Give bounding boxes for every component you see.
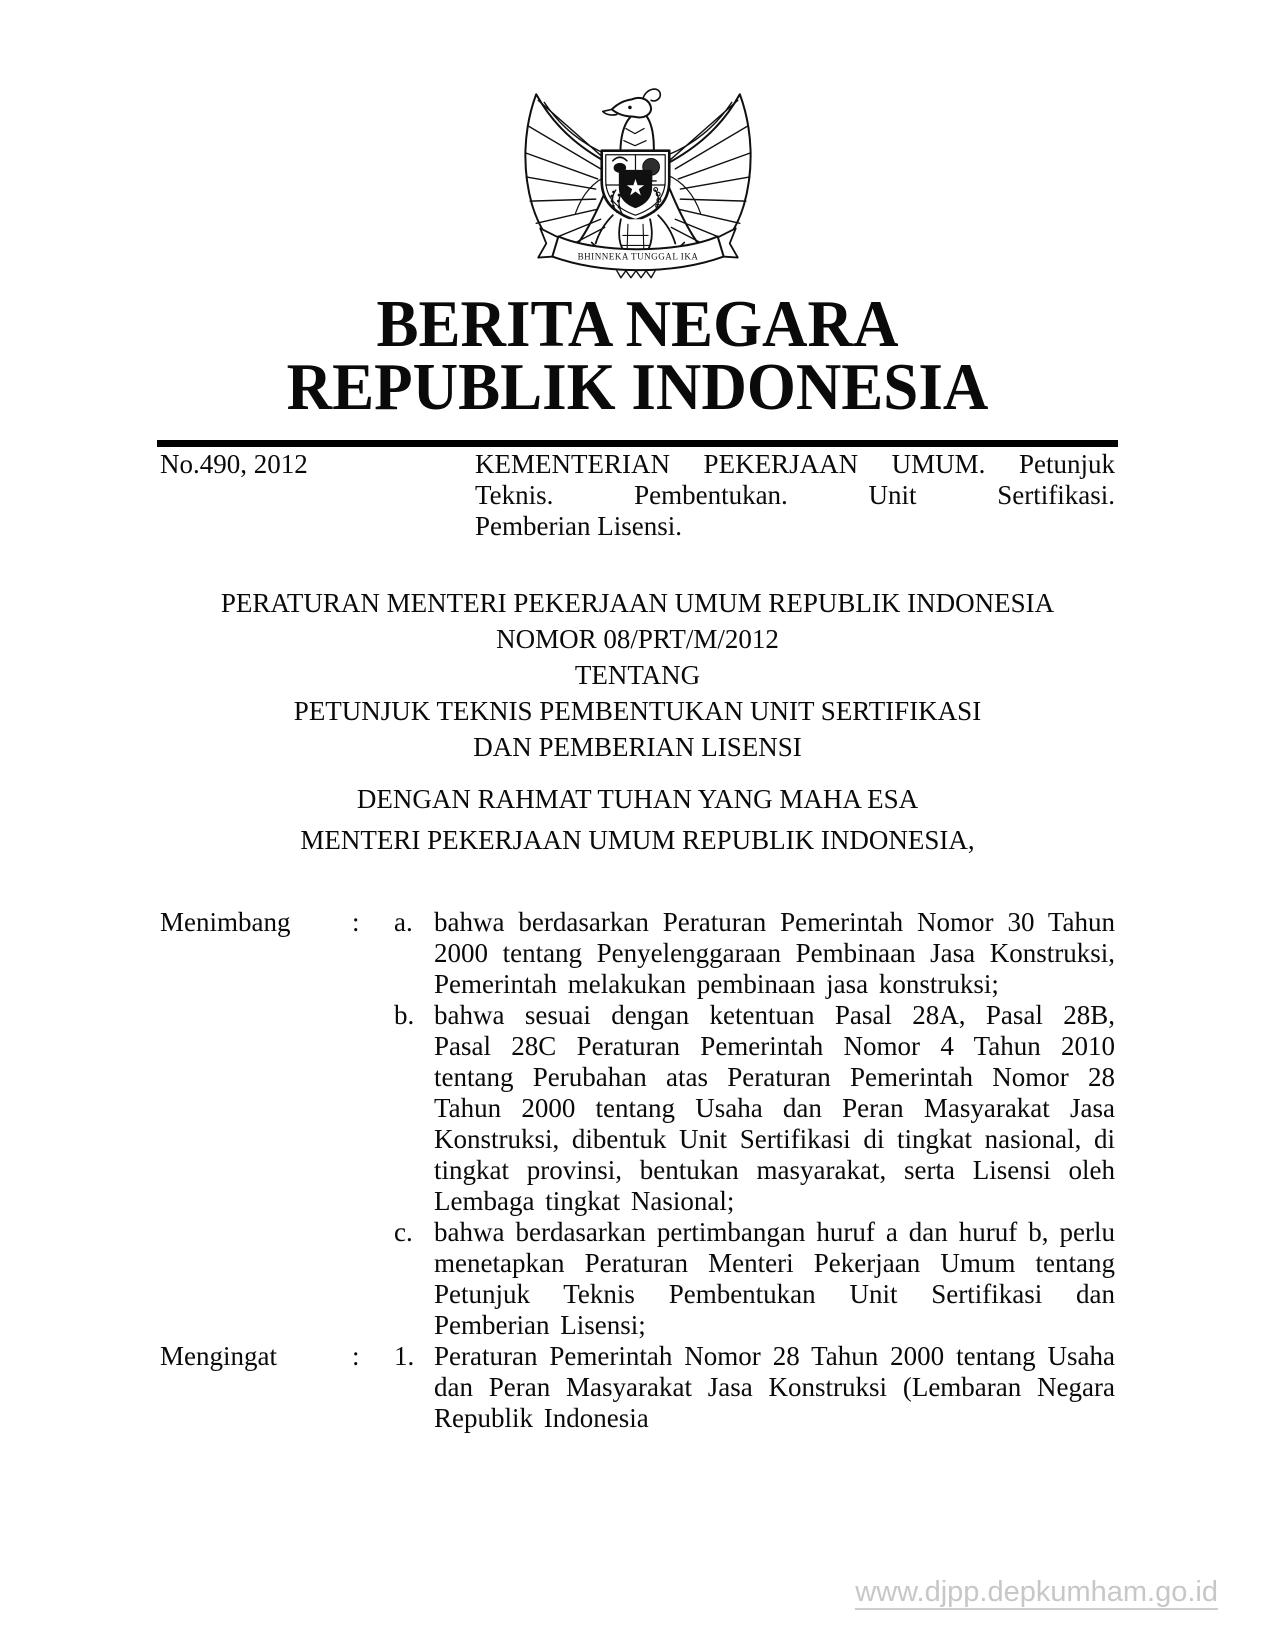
regulation-tentang-line: TENTANG <box>574 660 701 690</box>
item-marker: b. <box>394 1000 415 1030</box>
gazette-subject-line: Pemberian Lisensi. <box>475 511 682 541</box>
right-wing-icon <box>661 94 751 255</box>
garuda-pancasila-emblem <box>512 84 764 286</box>
recalling-label: Mengingat <box>160 1341 277 1371</box>
preamble-row <box>160 1217 1115 1341</box>
regulation-title-line: PERATURAN MENTERI PEKERJAAN UMUM REPUBLIK INDONESIA <box>220 588 1055 618</box>
preamble-row <box>160 1000 1115 1217</box>
preamble-row <box>160 907 1115 1000</box>
gazette-title-line-1: BERITA NEGARA <box>376 287 899 361</box>
gazette-number: No.490, 2012 <box>160 449 308 479</box>
considering-colon: : <box>352 907 360 937</box>
item-marker: 1. <box>394 1341 415 1371</box>
regulation-number-line: NOMOR 08/PRT/M/2012 <box>496 624 779 654</box>
invocation-line: DENGAN RAHMAT TUHAN YANG MAHA ESA <box>356 784 919 814</box>
item-text: bahwa sesuai dengan ketentuan Pasal 28A, Pasal 28B, Pasal 28C Peraturan Pemerintah Nomor 4 Tahun 2010 tentang Perubahan atas Peraturan Pemerintah Nomor 28 Tahun 2000 tentang Usaha dan Peran Masyarakat Jasa Konstruksi, dibentuk Unit Sertifikasi di tingkat nasional, di tingkat provinsi, bentukan masyarakat, serta Lisensi oleh Lembaga tingkat Nasional; <box>434 1000 1115 1216</box>
regulation-title-block <box>0 585 1275 861</box>
pancasila-shield-icon <box>601 151 669 221</box>
considering-label: Menimbang <box>160 907 291 937</box>
authority-line: MENTERI PEKERJAAN UMUM REPUBLIK INDONESIA, <box>300 825 975 855</box>
regulation-subject-line: DAN PEMBERIAN LISENSI <box>473 732 802 762</box>
gazette-subject <box>475 449 1115 542</box>
item-text: bahwa berdasarkan pertimbangan huruf a dan huruf b, perlu menetapkan Peraturan Menteri Pekerjaan Umum tentang Petunjuk Teknis Pembentukan Unit Sertifikasi dan Pemberian Lisensi; <box>434 1217 1115 1340</box>
masthead-divider-rule <box>157 440 1118 447</box>
gazette-subject-line: Teknis. Pembentukan. Unit Sertifikasi. <box>475 480 1115 510</box>
gazette-title-line-2: REPUBLIK INDONESIA <box>286 350 989 424</box>
item-marker: c. <box>394 1217 413 1247</box>
watermark-url: www.djpp.depkumham.go.id <box>855 1576 1218 1608</box>
preamble <box>160 907 1115 1434</box>
gazette-header <box>160 449 1115 542</box>
masthead-title <box>38 287 1237 424</box>
item-text: bahwa berdasarkan Peraturan Pemerintah Nomor 30 Tahun 2000 tentang Penyelenggaraan Pembinaan Jasa Konstruksi, Pemerintah melakukan pembinaan jasa konstruksi; <box>434 907 1115 999</box>
invocation-block <box>0 779 1275 861</box>
item-text: Peraturan Pemerintah Nomor 28 Tahun 2000 tentang Usaha dan Peran Masyarakat Jasa Konstruksi (Lembaran Negara Republik Indonesia <box>434 1341 1115 1433</box>
recalling-colon: : <box>352 1341 360 1371</box>
item-marker: a. <box>394 907 413 937</box>
emblem-motto: BHINNEKA TUNGGAL IKA <box>577 251 698 262</box>
gazette-subject-line: KEMENTERIAN PEKERJAAN UMUM. Petunjuk <box>475 449 1115 479</box>
preamble-row <box>160 1341 1115 1434</box>
regulation-subject-line: PETUNJUK TEKNIS PEMBENTUKAN UNIT SERTIFIKASI <box>293 696 982 726</box>
